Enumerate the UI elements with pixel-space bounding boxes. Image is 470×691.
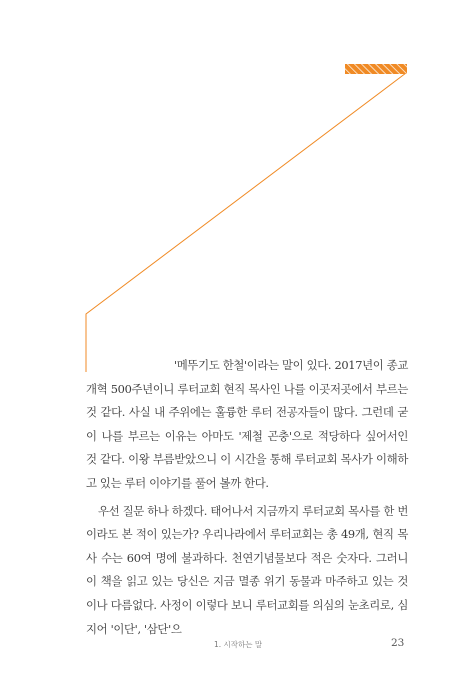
paragraph-intro: '메뚜기도 한철'이라는 말이 있다. 2017년이 종교개혁 500주년이니 루터교회 현직 목사인 나를 이곳저곳에서 부르는 것 같다. 사실 내 주위에는 훌륭한 루터 전공자들이 많다. 그런데 굳이 나를 부르는 이유는 아마도 '제철 곤충'으로 적당하다 싶어서인 것 같다. 이왕 부름받았으니 이 시간을 통해 루터교회 목사가 이해하고 있는 루터 이야기를 풀어 볼까 한다. [86,358,408,490]
page-footer [0,637,470,653]
page-number: 23 [391,637,405,649]
body-text [86,354,408,641]
diagonal-accent-line [86,73,406,372]
running-head: 1. 시작하는 말 [214,640,263,649]
hatched-stripe-bar-icon [345,64,407,74]
paragraph-question: 우선 질문 하나 하겠다. 태어나서 지금까지 루터교회 목사를 한 번이라도 본 적이 있는가? 우리나라에서 루터교회는 총 49개, 현직 목사 수는 60여 명에 불과하다. 천연기념물보다 적은 숫자다. 그러니 이 책을 읽고 있는 당신은 지금 멸종 위기 동물과 마주하고 있는 것이나 다름없다. 사정이 이렇다 보니 루터교회를 의심의 눈초리로, 심지어 '이단', '삼단'으 [86,503,408,636]
